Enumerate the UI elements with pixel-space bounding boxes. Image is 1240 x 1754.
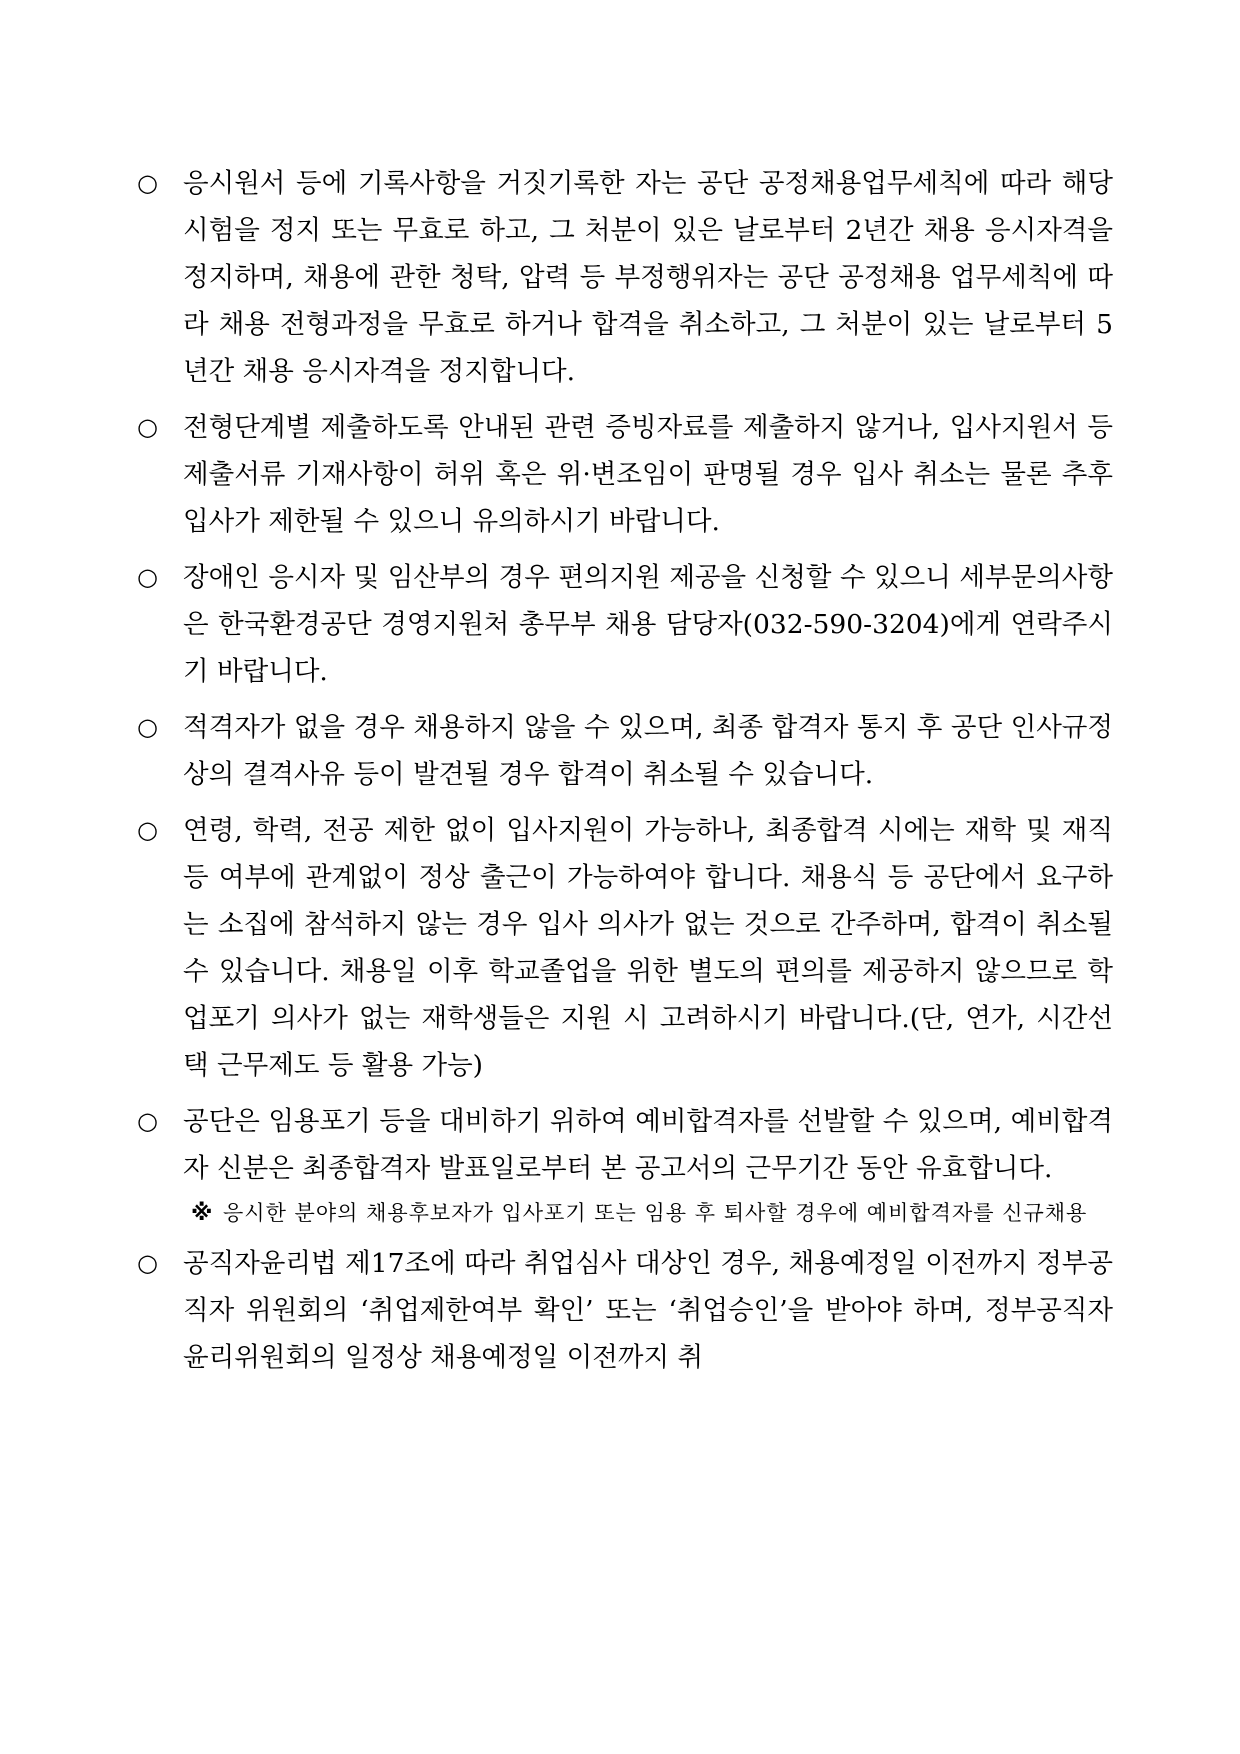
reference-note-text: 응시한 분야의 채용후보자가 입사포기 또는 임용 후 퇴사할 경우에 예비합격자를 신규채용 [223,1201,1088,1225]
list-item-text: 연령, 학력, 전공 제한 없이 입사지원이 가능하나, 최종합격 시에는 재학 및 재직 등 여부에 관계없이 정상 출근이 가능하여야 합니다. 채용식 등 공단에서 요구하는 소집에 참석하지 않는 경우 입사 의사가 없는 것으로 간주하며, 합격이 취소될 수 있습니다. 채용일 이후 학교졸업을 위한 별도의 편의를 제공하지 않으므로 학업포기 의사가 없는 재학생들은 지원 시 고려하시기 바랍니다.(단, 연가, 시간선택 근무제도 등 활용 가능) [183,815,1113,1081]
list-item-text: 응시원서 등에 기록사항을 거짓기록한 자는 공단 공정채용업무세칙에 따라 해당 시험을 정지 또는 무효로 하고, 그 처분이 있은 날로부터 2년간 채용 응시자격을 정지하며, 채용에 관한 청탁, 압력 등 부정행위자는 공단 공정채용 업무세칙에 따라 채용 전형과정을 무효로 하거나 합격을 취소하고, 그 처분이 있는 날로부터 5년간 채용 응시자격을 정지합니다. [183,168,1113,387]
list-item-text: 장애인 응시자 및 임산부의 경우 편의지원 제공을 신청할 수 있으니 세부문의사항은 한국환경공단 경영지원처 총무부 채용 담당자(032-590-3204)에게 연락주시기 바랍니다. [183,562,1113,687]
list-item [133,554,1113,695]
list-item [133,1240,1113,1381]
list-item [133,807,1113,1089]
list-item [133,404,1113,545]
list-item [133,1098,1113,1192]
list-item [133,160,1113,395]
circle-bullet-icon: ○ [137,816,158,844]
reference-note [163,1195,1113,1232]
list-item-text: 공직자윤리법 제17조에 따라 취업심사 대상인 경우, 채용예정일 이전까지 정부공직자 위원회의 ‘취업제한여부 확인’ 또는 ‘취업승인’을 받아야 하며, 정부공직자 윤리위원회의 일정상 채용예정일 이전까지 취 [183,1248,1113,1373]
list-item-text: 적격자가 없을 경우 채용하지 않을 수 있으며, 최종 합격자 통지 후 공단 인사규정 상의 결격사유 등이 발견될 경우 합격이 취소될 수 있습니다. [183,712,1113,790]
circle-bullet-icon: ○ [137,713,158,741]
list-item [133,704,1113,798]
circle-bullet-icon: ○ [137,413,158,441]
reference-mark-icon: ※ [191,1201,214,1226]
list-item-text: 전형단계별 제출하도록 안내된 관련 증빙자료를 제출하지 않거나, 입사지원서 등 제출서류 기재사항이 허위 혹은 위·변조임이 판명될 경우 입사 취소는 물론 추후 입사가 제한될 수 있으니 유의하시기 바랍니다. [183,412,1113,537]
circle-bullet-icon: ○ [137,1107,158,1135]
circle-bullet-icon: ○ [137,169,158,197]
notice-body [133,160,1113,1390]
circle-bullet-icon: ○ [137,1249,158,1277]
circle-bullet-icon: ○ [137,563,158,591]
list-item-text: 공단은 임용포기 등을 대비하기 위하여 예비합격자를 선발할 수 있으며, 예비합격자 신분은 최종합격자 발표일로부터 본 공고서의 근무기간 동안 유효합니다. [183,1106,1113,1184]
